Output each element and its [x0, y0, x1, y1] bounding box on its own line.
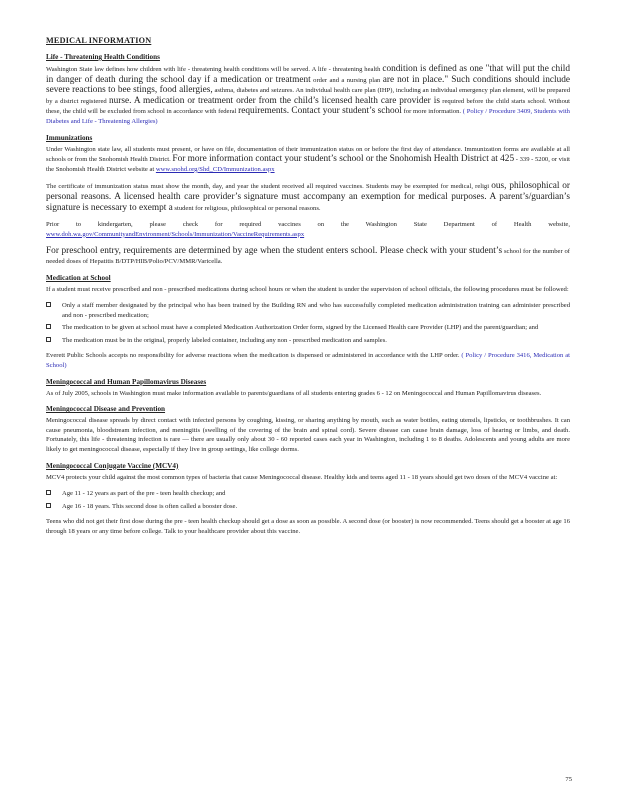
checkbox-square-icon	[46, 302, 51, 307]
medication-bullet-list	[46, 301, 570, 345]
checkbox-square-icon	[46, 324, 51, 329]
doh-url-link[interactable]: www.doh.wa.gov/CommunityandEnvironment/Schools/Immunization/VaccineRequirements.aspx	[46, 230, 305, 238]
paragraph-immunizations-3: Prior to kindergarten, please check for required vaccines on the Washington State Department of Health website, www.doh.wa.gov/CommunityandEnvironment/Schools/Immunization/VaccineRequirements.aspx	[46, 221, 570, 238]
page-content	[46, 36, 570, 544]
section-heading-meningococcal-disease: Meningococcal Disease and Prevention	[46, 405, 166, 414]
mcv4-bullet-list	[46, 489, 570, 511]
immunization-url-link[interactable]: www.snohd.org/Shd_CD/Immunization.aspx	[155, 165, 275, 173]
paragraph-immunizations-1: Under Washington state law, all students must present, or have on file, documentation of their immunization status on or before the first day of attendance. Immunization forms are available at all schools or from the Snohomish Health District. For more information contact your student’s school or the Snohomish Health District at 425 - 339 - 5200, or visit the Snohomish Health District website at www.snohd.org/Shd_CD/Immunization.aspx	[46, 145, 571, 173]
page-number: 75	[565, 776, 572, 783]
list-item: Only a staff member designated by the principal who has been trained by the Building RN and who has successfully completed medication administration training can administer prescribed and non - prescribed medication;	[46, 301, 570, 320]
paragraph-mcv4-booster: Teens who did not get their first dose during the pre - teen health checkup should get a dose as soon as possible. A second dose (or booster) is now recommended. Teens should get a booster at age 16 through 18 years or any time before college. Talk to your healthcare provider about this vaccine.	[46, 518, 570, 535]
list-item: The medication to be given at school must have a completed Medication Authorization Order form, signed by the Licensed Health care Provider (LHP) and the parent/guardian; and	[46, 323, 570, 333]
list-item: The medication must be in the original, properly labeled container, including any non - prescribed medication and samples.	[46, 336, 570, 346]
paragraph-meningococcal-hpv: As of July 2005, schools in Washington must make information available to parents/guardians of all students entering grades 6 - 12 on Meningococcal and Human Papillomavirus diseases.	[46, 389, 542, 397]
paragraph-medication-responsibility: Everett Public Schools accepts no responsibility for adverse reactions when the medication is dispensed or administered in accordance with the LHP order. ( Policy / Procedure 3416, Medication at School)	[46, 352, 570, 370]
policy-link-3409[interactable]: ( Policy / Procedure 3409, Students with Diabetes and Life - Threatening Allergies)	[46, 108, 570, 125]
paragraph-immunizations-4: For preschool entry, requirements are determined by age when the student enters school. Please check with your student’s school for the number of needed doses of Hepatitis B/DTP/HIB/Polio/PCV/MMR/Varicella.	[46, 246, 571, 265]
checkbox-square-icon	[46, 490, 51, 495]
checkbox-square-icon	[46, 337, 51, 342]
list-item: Age 11 - 12 years as part of the pre - teen health checkup; and	[46, 489, 570, 499]
list-item: Age 16 - 18 years. This second dose is often called a booster dose.	[46, 502, 570, 512]
paragraph-medication-intro: If a student must receive prescribed and non - prescribed medications during school hours or when the student is under the supervision of school officials, the following procedures must be followed:	[46, 285, 569, 293]
page-title: MEDICAL INFORMATION	[46, 36, 152, 45]
section-heading-meningococcal-hpv: Meningococcal and Human Papillomavirus Diseases	[46, 377, 207, 386]
policy-link-3416[interactable]: ( Policy / Procedure 3416, Medication at School)	[46, 352, 570, 370]
paragraph-immunizations-2: The certificate of immunization status must show the month, day, and year the student received all required vaccines. Students may be exempted for medical, religi ous, philosophical or personal reasons. A licensed health care provider’s signature must accompany an exemption for medical purposes. A parent’s/guardian’s signature is necessary to exempt a student for religious, philosophical or personal reasons.	[46, 181, 570, 213]
paragraph-mcv4-intro: MCV4 protects your child against the most common types of bacteria that cause Meningococcal disease. Healthy kids and teens aged 11 - 18 years should get two doses of the MCV4 vaccine at:	[46, 473, 558, 481]
section-heading-medication: Medication at School	[46, 273, 111, 282]
section-heading-life-threatening: Life - Threatening Health Conditions	[46, 53, 160, 61]
section-heading-immunizations: Immunizations	[46, 133, 93, 142]
checkbox-square-icon	[46, 503, 51, 508]
section-heading-mcv4: Meningococcal Conjugate Vaccine (MCV4)	[46, 461, 179, 470]
paragraph-meningococcal-disease: Meningococcal disease spreads by direct contact with infected persons by coughing, kissing, or sharing anything by mouth, such as water bottles, eating utensils, lipsticks, or toothbrushes. It can cause pneumonia, bloodstream infection, and meningitis (swelling of the covering of the brain and spinal cord). Severe disease can cause brain damage, loss of hearing or limbs, and death. Fortunately, this life - threatening infection is rare — there are usually only about 30 - 60 reported cases each year in Washington, including 1 to 8 deaths. Adolescents and young adults are more likely to get meningococcal disease, especially if they live in group settings, like college dorms.	[46, 417, 570, 454]
paragraph-life-threatening: Washington State law defines how children with life - threatening health conditions will be served. A life - threatening health condition is defined as one "that will put the child in danger of death during the school day if a medication or treatment order and a nursing plan are not in place." Such conditions should include severe reactions to bee stings, food allergies, asthma, diabetes and seizures. An individual health care plan (IHP), including an individual emergency plan element, will be prepared by a district registered nurse. A medication or treatment order from the child’s licensed health care provider is required before the child starts school. Without these, the child will be excluded from school in accordance with federal requirements. Contact your student’s school for more information. ( Policy / Procedure 3409, Students with Diabetes and Life - Threatening Allergies)	[46, 64, 571, 125]
